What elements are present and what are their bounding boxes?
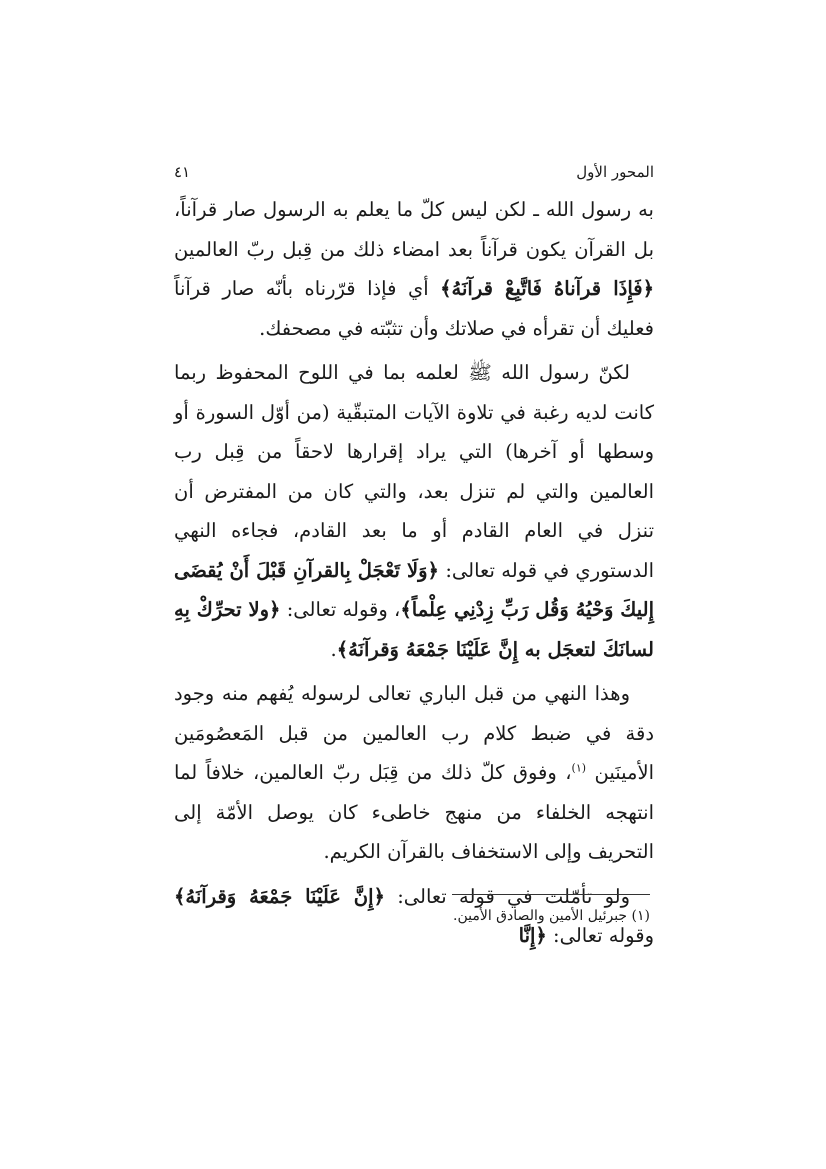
footnote-divider <box>452 894 650 895</box>
paragraph-3 <box>174 674 654 872</box>
paragraph-text: . <box>330 637 337 661</box>
quran-verse: ﴿وَلَا تَعْجَلْ بِالقرآنِ قَبْلَ أَنْ يُقضَى إِليكَ وَحْيُهُ وَقُل رَبِّ زِدْنِي عِلْماً﴾ <box>174 558 654 621</box>
footnote: (١) جبرئيل الأمين والصادق الأمين. <box>453 908 650 924</box>
page-number: ٤١ <box>174 163 191 181</box>
footnote-reference[interactable]: (١) <box>571 761 587 775</box>
paragraph-text: ولو تأمّلت في قوله تعالى: <box>384 884 630 908</box>
paragraph-text: ، وقوله تعالى: <box>280 598 401 621</box>
paragraph-text: وقوله تعالى: <box>546 924 654 947</box>
quran-verse: ﴿إِنَّا <box>518 924 547 947</box>
running-header <box>174 160 654 190</box>
page-body <box>174 160 654 956</box>
quran-verse: ﴿ولا تحرِّكْ بِهِ لسانَكَ لتعجَل به إِنَّ عَلَيْنَا جَمْعَهُ وَقرآنَهُ﴾ <box>174 598 654 661</box>
paragraph-text: ، وفوق كلّ ذلك من قِبَل ربّ العالمين، خلافاً لما انتهجه الخلفاء من منهج خاطىء كان يوصل الأمّة إلى التحريف وإلى الاستخفاف بالقرآن الكريم. <box>174 761 654 863</box>
paragraph-2 <box>174 353 654 669</box>
paragraph-text: أي فإذا قرّرناه بأنّه صار قرآناً فعليك أن تقرأه في صلاتك وأن تثبّته في مصحفك. <box>174 277 654 340</box>
paragraph-text: لكنّ رسول الله ﷺ لعلمه بما في اللوح المحفوظ ربما كانت لديه رغبة في تلاوة الآيات المتبقّية (من أوّل السورة أو وسطها أو آخرها) التي يراد إقرارها لاحقاً من قِبل رب العالمين والتي لم تنزل بعد، والتي كان من المفترض أن تنزل في العام القادم أو ما بعد القادم، فجاءه النهي الدستوري في قوله تعالى: <box>174 361 655 582</box>
chapter-title: المحور الأول <box>576 163 654 181</box>
paragraph-1 <box>174 190 654 348</box>
quran-verse: ﴿إِنَّ عَلَيْنَا جَمْعَهُ وَقرآنَهُ﴾ <box>174 884 385 908</box>
paragraph-text: به رسول الله ـ لكن ليس كلّ ما يعلم به الرسول صار قرآناً، بل القرآن يكون قرآناً بعد امضاء ذلك من قِبل ربّ العالمين <box>174 198 654 261</box>
quran-verse: ﴿فَإِذَا قرآناهُ فَاتَّبِعْ قرآنَهُ﴾ <box>440 277 655 300</box>
paragraph-text: وهذا النهي من قبل الباري تعالى لرسوله يُفهم منه وجود دقة في ضبط كلام رب العالمين من قبل المَعصُومَين الأمينَين <box>174 682 654 784</box>
